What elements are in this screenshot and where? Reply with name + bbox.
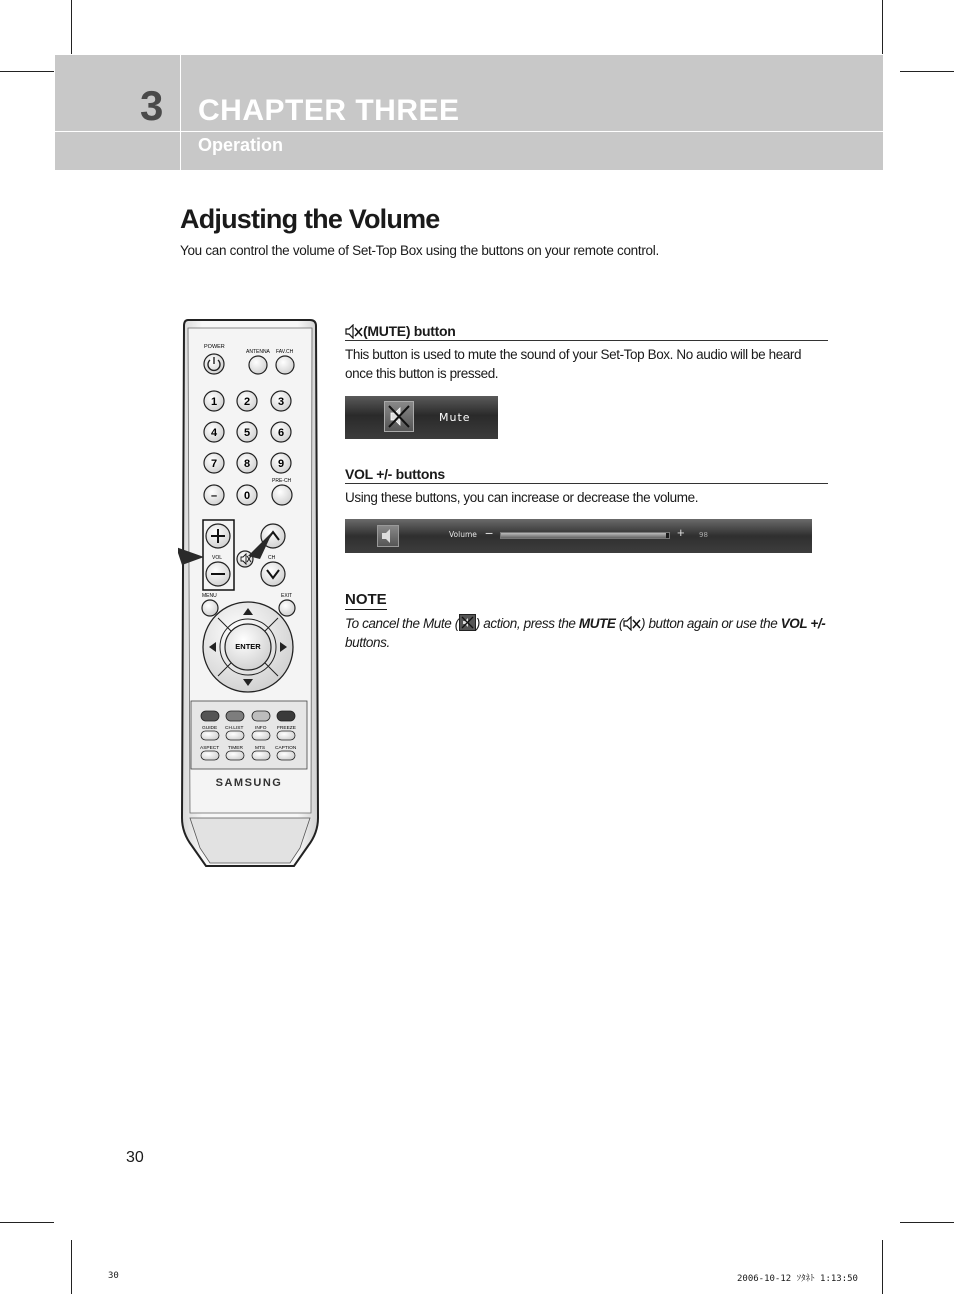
mute-section-body: This button is used to mute the sound of your Set-Top Box. No audio will be heard once this button is pressed. <box>345 347 802 381</box>
vol-section-heading <box>345 466 828 484</box>
menu-label: MENU <box>202 593 217 599</box>
favch-label: FAV.CH <box>276 349 294 355</box>
digit-label: 0 <box>243 490 251 502</box>
print-slug-right: 2006-10-12 ｿﾀﾈﾄ 1:13:50 <box>737 1274 858 1284</box>
power-label: POWER <box>204 344 225 350</box>
ch-label: CH <box>268 555 276 561</box>
chlist-button <box>226 731 244 740</box>
digit-label: 8 <box>243 458 251 470</box>
digit-label: 2 <box>243 396 251 408</box>
brand-logo: SAMSUNG <box>215 777 283 789</box>
freeze-button <box>277 731 295 740</box>
header-vertical-divider <box>180 55 181 170</box>
crop-mark <box>71 0 72 54</box>
timer-label: TIMER <box>228 746 243 751</box>
mute-osd-label: Mute <box>439 411 471 424</box>
digit-label: 3 <box>277 396 285 408</box>
mts-label: MTS <box>255 746 266 751</box>
note-mute-word: MUTE <box>578 616 616 631</box>
aspect-button <box>201 751 219 760</box>
vol-section-body: Using these buttons, you can increase or decrease the volume. <box>345 490 699 505</box>
volume-value: 98 <box>699 531 708 539</box>
volume-bar-fill <box>501 533 666 538</box>
page-title: Adjusting the Volume <box>180 204 440 234</box>
remote-control-illustration <box>178 318 323 873</box>
color-key-c <box>252 711 270 721</box>
volume-osd-label: Volume <box>449 530 477 539</box>
note-text: ) button again or use the <box>641 616 781 631</box>
color-key-d <box>277 711 295 721</box>
menu-button <box>202 600 218 616</box>
color-key-b <box>226 711 244 721</box>
mute-heading-text: (MUTE) button <box>363 323 456 339</box>
antenna-label: ANTENNA <box>246 349 270 355</box>
caption-button <box>277 751 295 760</box>
digit-label: 9 <box>277 458 285 470</box>
crop-mark <box>71 1240 72 1294</box>
ch-down-button <box>261 562 285 586</box>
note-title: NOTE <box>345 591 387 608</box>
mute-section-heading <box>345 323 828 341</box>
crop-mark <box>0 1222 54 1223</box>
info-button <box>252 731 270 740</box>
exit-label: EXIT <box>281 593 293 599</box>
info-label: INFO <box>255 726 267 731</box>
digit-label: 1 <box>210 396 218 408</box>
timer-button <box>226 751 244 760</box>
prech-button <box>272 485 292 505</box>
chlist-label: CH.LIST <box>225 726 244 731</box>
speaker-icon <box>377 525 399 547</box>
volume-osd-screenshot <box>345 519 812 553</box>
mute-osd-icon <box>384 401 414 432</box>
mute-icon <box>345 324 363 339</box>
crop-mark <box>882 0 883 54</box>
digit-label: 7 <box>210 458 218 470</box>
page-number: 30 <box>126 1149 144 1166</box>
guide-button <box>201 731 219 740</box>
guide-label: GUIDE <box>202 726 218 731</box>
crop-mark <box>900 1222 954 1223</box>
digit-label: 4 <box>210 427 218 439</box>
antenna-button <box>249 356 267 374</box>
note-vol-word: VOL +/- <box>780 616 826 631</box>
mts-button <box>252 751 270 760</box>
vol-label: VOL <box>212 555 223 561</box>
mute-osd-icon <box>459 614 476 631</box>
freeze-label: FREEZE <box>277 726 296 731</box>
note-text: ( <box>615 616 623 631</box>
volume-bar <box>500 532 670 539</box>
enter-label: ENTER <box>235 642 261 651</box>
volume-plus: + <box>677 525 685 540</box>
aspect-label: ASPECT <box>200 746 220 751</box>
note-body <box>345 614 830 652</box>
section-name: Operation <box>198 135 284 155</box>
favch-button <box>276 356 294 374</box>
intro-text: You can control the volume of Set-Top Box using the buttons on your remote control. <box>180 243 659 258</box>
crop-mark <box>0 71 54 72</box>
volume-minus: − <box>485 525 494 541</box>
vol-heading-text: VOL +/- buttons <box>345 466 445 482</box>
print-slug-left: 30 <box>108 1271 119 1281</box>
note-text: ) action, press the <box>475 616 579 631</box>
digit-label: 6 <box>277 427 285 439</box>
mute-icon <box>623 616 641 631</box>
prech-label: PRE-CH <box>272 478 292 484</box>
dash-glyph: – <box>210 490 218 502</box>
note-text: To cancel the Mute ( <box>345 616 459 631</box>
color-key-a <box>201 711 219 721</box>
digit-label: 5 <box>243 427 251 439</box>
chapter-title: CHAPTER THREE <box>198 94 460 127</box>
crop-mark <box>900 71 954 72</box>
exit-button <box>279 600 295 616</box>
chapter-number: 3 <box>140 82 164 129</box>
note-text: buttons. <box>345 635 390 650</box>
caption-label: CAPTION <box>275 746 297 751</box>
mute-osd-screenshot <box>345 396 498 439</box>
crop-mark <box>882 1240 883 1294</box>
